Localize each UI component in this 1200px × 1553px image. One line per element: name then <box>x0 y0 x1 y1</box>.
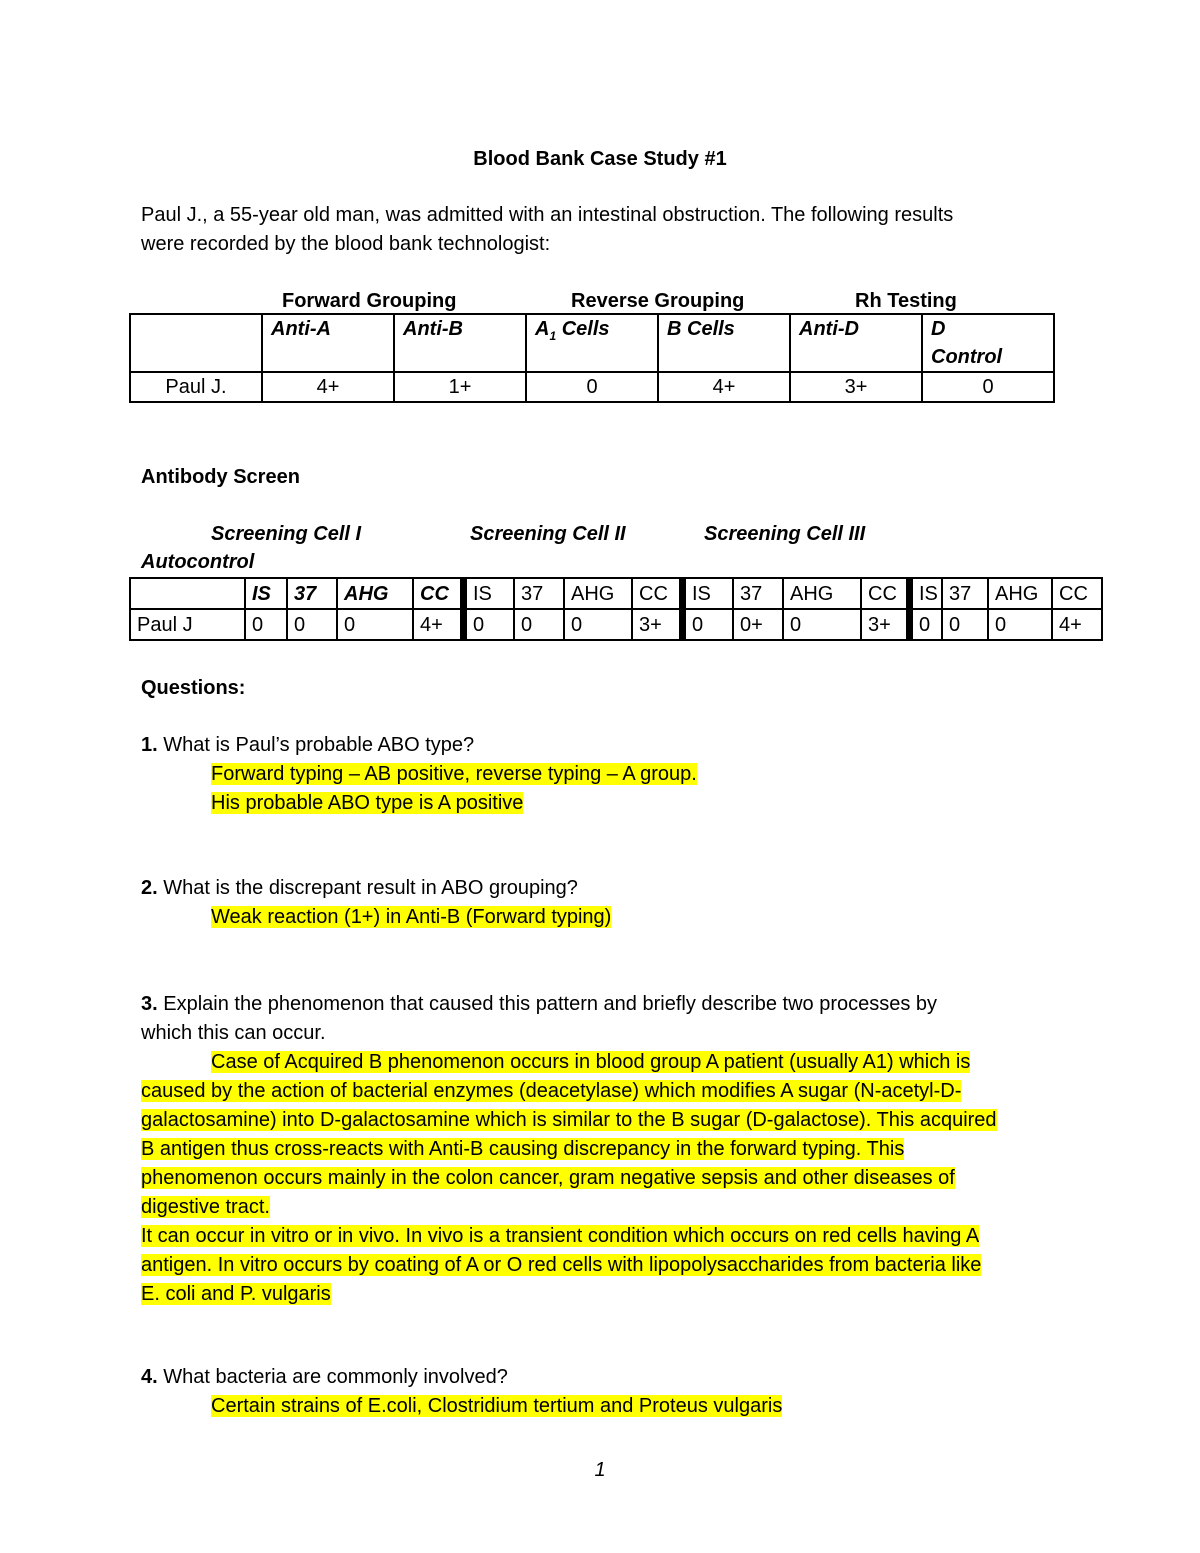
header-cell: IS <box>683 578 734 609</box>
header-cell: AHG <box>783 578 861 609</box>
table-row <box>130 372 1054 402</box>
value-anti-a: 4+ <box>262 372 394 402</box>
answer-text: Weak reaction (1+) in Anti-B (Forward typing) <box>211 906 612 928</box>
value-anti-d: 3+ <box>790 372 922 402</box>
table-corner-cell <box>130 578 245 609</box>
answer-text: digestive tract. <box>141 1196 270 1218</box>
antibody-screen-table <box>129 577 1103 641</box>
value-cell: 0 <box>514 609 564 640</box>
value-cell: 3+ <box>861 609 910 640</box>
question-number: 1. <box>141 734 158 756</box>
header-cell: 37 <box>514 578 564 609</box>
answer-text: It can occur in vitro or in vivo. In vivo is a transient condition which occurs on red cells having A <box>141 1225 980 1247</box>
screening-cell-2-label: Screening Cell II <box>470 523 626 545</box>
header-anti-d: Anti-D <box>790 314 922 372</box>
answer-text: Forward typing – AB positive, reverse typing – A group. <box>211 763 697 785</box>
table-header-row <box>130 314 1054 372</box>
table-corner-cell <box>130 314 262 372</box>
header-cell: 37 <box>942 578 988 609</box>
value-cell: 0 <box>245 609 287 640</box>
value-cell: 0 <box>337 609 413 640</box>
reverse-grouping-label: Reverse Grouping <box>571 290 745 312</box>
header-cell: IS <box>245 578 287 609</box>
intro-line-1: Paul J., a 55-year old man, was admitted with an intestinal obstruction. The following results <box>141 204 954 226</box>
question-text: Explain the phenomenon that caused this pattern and briefly describe two processes by <box>157 993 938 1015</box>
row-label: Paul J. <box>130 372 262 402</box>
question-3 <box>141 990 1061 1309</box>
questions-heading: Questions: <box>141 677 246 699</box>
value-a1-cells: 0 <box>526 372 658 402</box>
header-cell: AHG <box>988 578 1052 609</box>
question-number: 3. <box>141 993 158 1015</box>
value-anti-b: 1+ <box>394 372 526 402</box>
header-cell: CC <box>632 578 683 609</box>
question-1 <box>141 731 1061 818</box>
abo-rh-table <box>129 313 1055 403</box>
header-cell: CC <box>413 578 464 609</box>
header-cell: 37 <box>287 578 337 609</box>
value-cell: 0 <box>287 609 337 640</box>
table-row <box>130 609 1102 640</box>
intro-paragraph <box>141 201 1041 259</box>
answer-text: caused by the action of bacterial enzymes (deacetylase) which modifies A sugar (N-acetyl-D- <box>141 1080 962 1102</box>
question-text: which this can occur. <box>141 1022 326 1044</box>
question-text: What is Paul’s probable ABO type? <box>157 734 475 756</box>
answer-text: antigen. In vitro occurs by coating of A or O red cells with lipopolysaccharides from bacteria like <box>141 1254 982 1276</box>
header-a1-cells: $A_1$ Cells <box>526 314 658 372</box>
answer-text: Certain strains of E.coli, Clostridium tertium and Proteus vulgaris <box>211 1395 783 1417</box>
value-cell: 0 <box>988 609 1052 640</box>
answer-text: B antigen thus cross-reacts with Anti-B causing discrepancy in the forward typing. This <box>141 1138 905 1160</box>
header-cell: CC <box>861 578 910 609</box>
value-cell: 0 <box>942 609 988 640</box>
rh-testing-label: Rh Testing <box>855 290 957 312</box>
header-cell: IS <box>910 578 943 609</box>
screening-cell-3-label: Screening Cell III <box>704 523 866 545</box>
question-number: 4. <box>141 1366 158 1388</box>
intro-line-2: were recorded by the blood bank technologist: <box>141 233 551 255</box>
question-2 <box>141 874 1061 932</box>
answer-text: galactosamine) into D-galactosamine which is similar to the B sugar (D-galactose). This acquired <box>141 1109 997 1131</box>
question-text: What is the discrepant result in ABO grouping? <box>157 877 578 899</box>
question-text: What bacteria are commonly involved? <box>157 1366 508 1388</box>
row-label: Paul J <box>130 609 245 640</box>
value-d-control: 0 <box>922 372 1054 402</box>
antibody-screen-heading: Antibody Screen <box>141 466 300 488</box>
header-cell: AHG <box>564 578 632 609</box>
value-cell: 0 <box>564 609 632 640</box>
question-number: 2. <box>141 877 158 899</box>
header-anti-b: Anti-B <box>394 314 526 372</box>
header-cell: IS <box>464 578 515 609</box>
value-cell: 0+ <box>733 609 783 640</box>
value-cell: 0 <box>683 609 734 640</box>
header-anti-a: Anti-A <box>262 314 394 372</box>
table-header-row <box>130 578 1102 609</box>
header-cell: 37 <box>733 578 783 609</box>
answer-text: His probable ABO type is A positive <box>211 792 524 814</box>
header-b-cells: B Cells <box>658 314 790 372</box>
header-cell: AHG <box>337 578 413 609</box>
value-cell: 4+ <box>1052 609 1102 640</box>
value-cell: 4+ <box>413 609 464 640</box>
value-cell: 3+ <box>632 609 683 640</box>
header-d-control: D Control <box>922 314 1054 372</box>
question-4 <box>141 1363 1061 1421</box>
page-number: 1 <box>594 1459 606 1481</box>
autocontrol-label: Autocontrol <box>141 551 255 573</box>
value-cell: 0 <box>910 609 943 640</box>
value-cell: 0 <box>783 609 861 640</box>
page-title: Blood Bank Case Study #1 <box>473 148 727 170</box>
answer-text: Case of Acquired B phenomenon occurs in blood group A patient (usually A1) which is <box>211 1051 971 1073</box>
answer-text: E. coli and P. vulgaris <box>141 1283 331 1305</box>
forward-grouping-label: Forward Grouping <box>282 290 457 312</box>
header-cell: CC <box>1052 578 1102 609</box>
value-b-cells: 4+ <box>658 372 790 402</box>
screening-cell-1-label: Screening Cell I <box>211 523 362 545</box>
value-cell: 0 <box>464 609 515 640</box>
answer-text: phenomenon occurs mainly in the colon cancer, gram negative sepsis and other diseases of <box>141 1167 955 1189</box>
